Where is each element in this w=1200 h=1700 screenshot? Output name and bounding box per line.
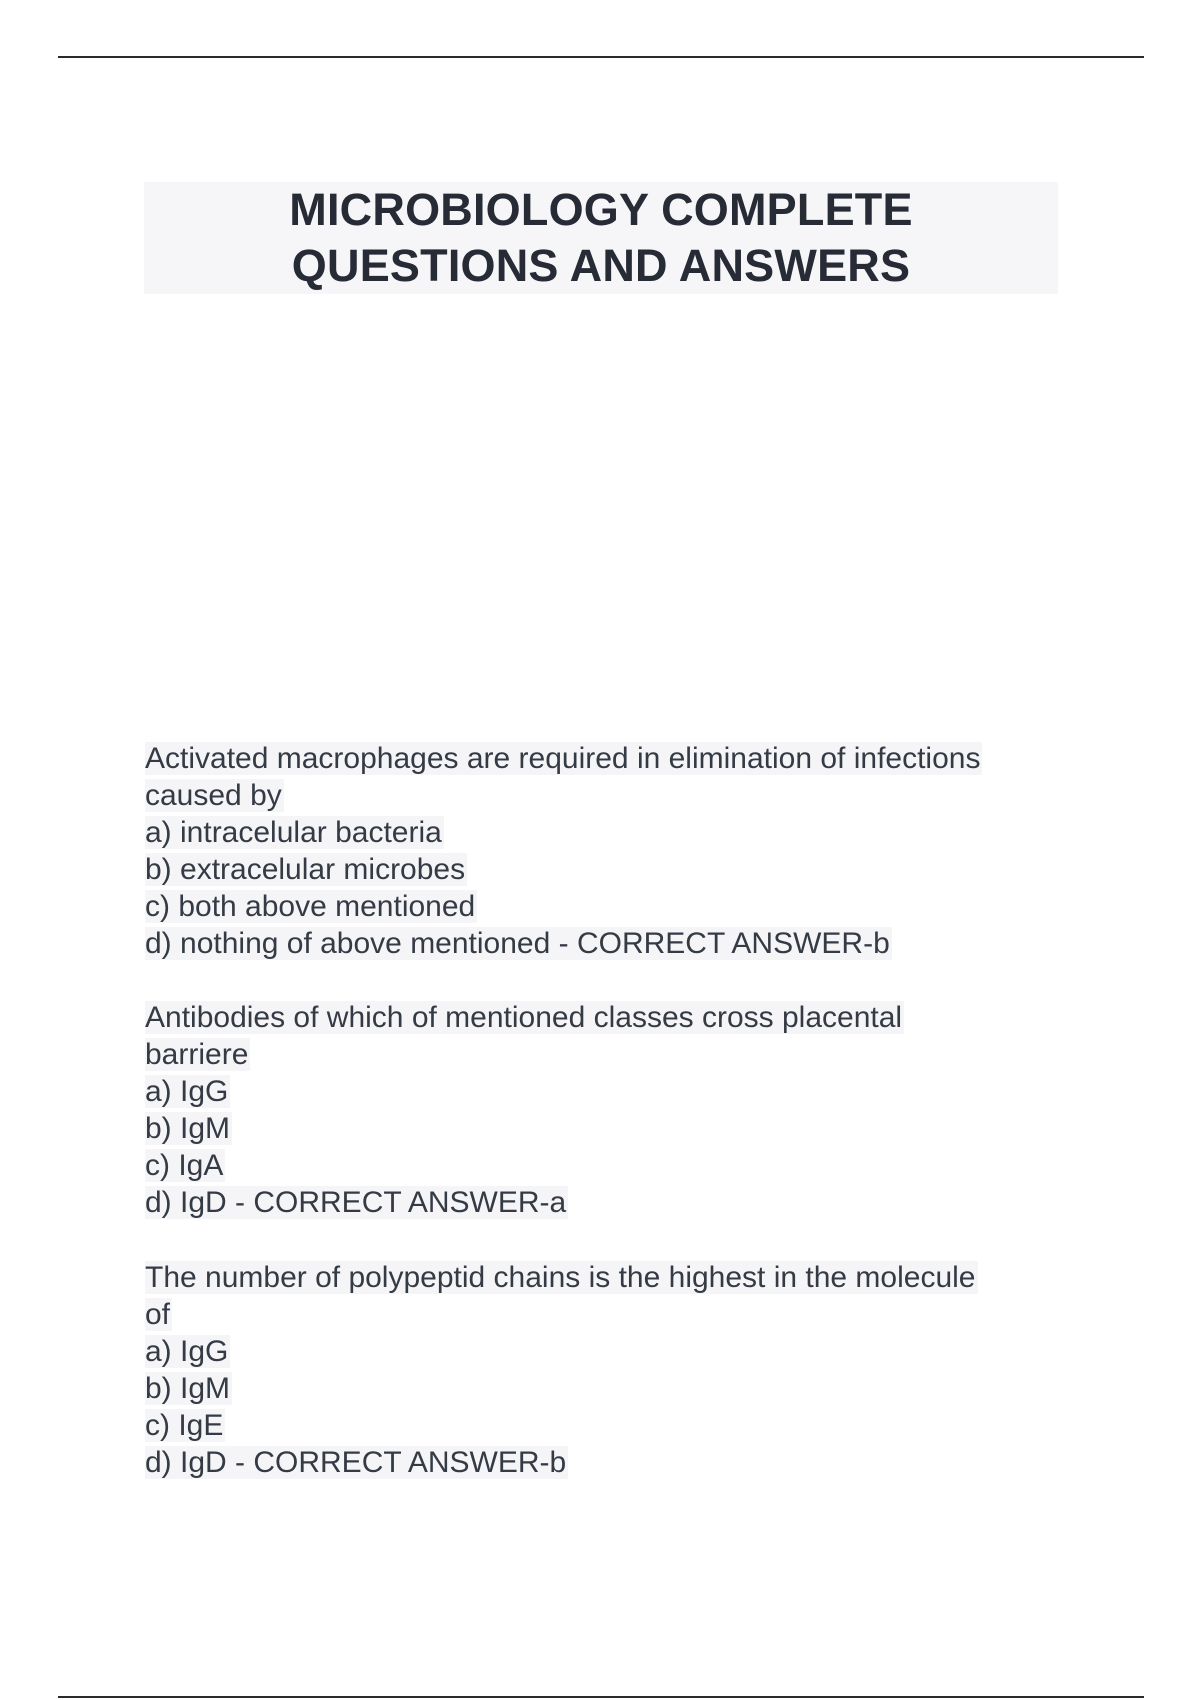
question-3-option-b-text: b) IgM bbox=[145, 1372, 231, 1405]
question-block-1 bbox=[145, 740, 1065, 962]
question-1-option-c-text: c) both above mentioned bbox=[145, 890, 476, 923]
question-3-option-d-text: d) IgD - CORRECT ANSWER-b bbox=[145, 1446, 567, 1479]
question-2-text-line-1 bbox=[145, 999, 1065, 1036]
question-1-option-b-text: b) extracelular microbes bbox=[145, 853, 466, 886]
question-2-option-c bbox=[145, 1147, 1065, 1184]
question-2-text-2: barriere bbox=[145, 1038, 249, 1071]
question-3-option-d-answer bbox=[145, 1444, 1065, 1481]
question-2-text-line-2 bbox=[145, 1036, 1065, 1073]
question-1-text-line-1 bbox=[145, 740, 1065, 777]
question-2-option-b-text: b) IgM bbox=[145, 1112, 231, 1145]
question-3-option-b bbox=[145, 1370, 1065, 1407]
title-line-1: MICROBIOLOGY COMPLETE bbox=[289, 184, 913, 235]
title-line-2: QUESTIONS AND ANSWERS bbox=[291, 240, 911, 291]
question-3-text-line-2 bbox=[145, 1296, 1065, 1333]
question-3-text-line-1 bbox=[145, 1259, 1065, 1296]
question-2-option-a-text: a) IgG bbox=[145, 1075, 229, 1108]
question-2-option-d-answer bbox=[145, 1184, 1065, 1221]
question-1-option-a-text: a) intracelular bacteria bbox=[145, 816, 442, 849]
question-1-option-b bbox=[145, 851, 1065, 888]
question-2-option-a bbox=[145, 1073, 1065, 1110]
bottom-divider bbox=[58, 1696, 1144, 1698]
question-1-text-line-2 bbox=[145, 777, 1065, 814]
question-1-option-d-answer bbox=[145, 925, 1065, 962]
question-3-option-c bbox=[145, 1407, 1065, 1444]
question-2-text-1: Antibodies of which of mentioned classes cross placental bbox=[145, 1001, 903, 1034]
question-1-text-2: caused by bbox=[145, 779, 282, 812]
question-2-option-c-text: c) IgA bbox=[145, 1149, 224, 1182]
question-1-text-1: Activated macrophages are required in elimination of infections bbox=[145, 742, 981, 775]
question-block-2 bbox=[145, 999, 1065, 1221]
document-title bbox=[144, 182, 1058, 294]
question-3-option-a-text: a) IgG bbox=[145, 1335, 229, 1368]
question-1-option-c bbox=[145, 888, 1065, 925]
question-3-option-a bbox=[145, 1333, 1065, 1370]
question-3-text-1: The number of polypeptid chains is the highest in the molecule bbox=[145, 1261, 976, 1294]
question-2-option-b bbox=[145, 1110, 1065, 1147]
question-1-option-d-text: d) nothing of above mentioned - CORRECT ANSWER-b bbox=[145, 927, 890, 960]
question-3-text-2: of bbox=[145, 1298, 171, 1331]
top-divider bbox=[58, 56, 1144, 58]
question-3-option-c-text: c) IgE bbox=[145, 1409, 224, 1442]
question-2-option-d-text: d) IgD - CORRECT ANSWER-a bbox=[145, 1186, 567, 1219]
question-1-option-a bbox=[145, 814, 1065, 851]
question-block-3 bbox=[145, 1259, 1065, 1481]
